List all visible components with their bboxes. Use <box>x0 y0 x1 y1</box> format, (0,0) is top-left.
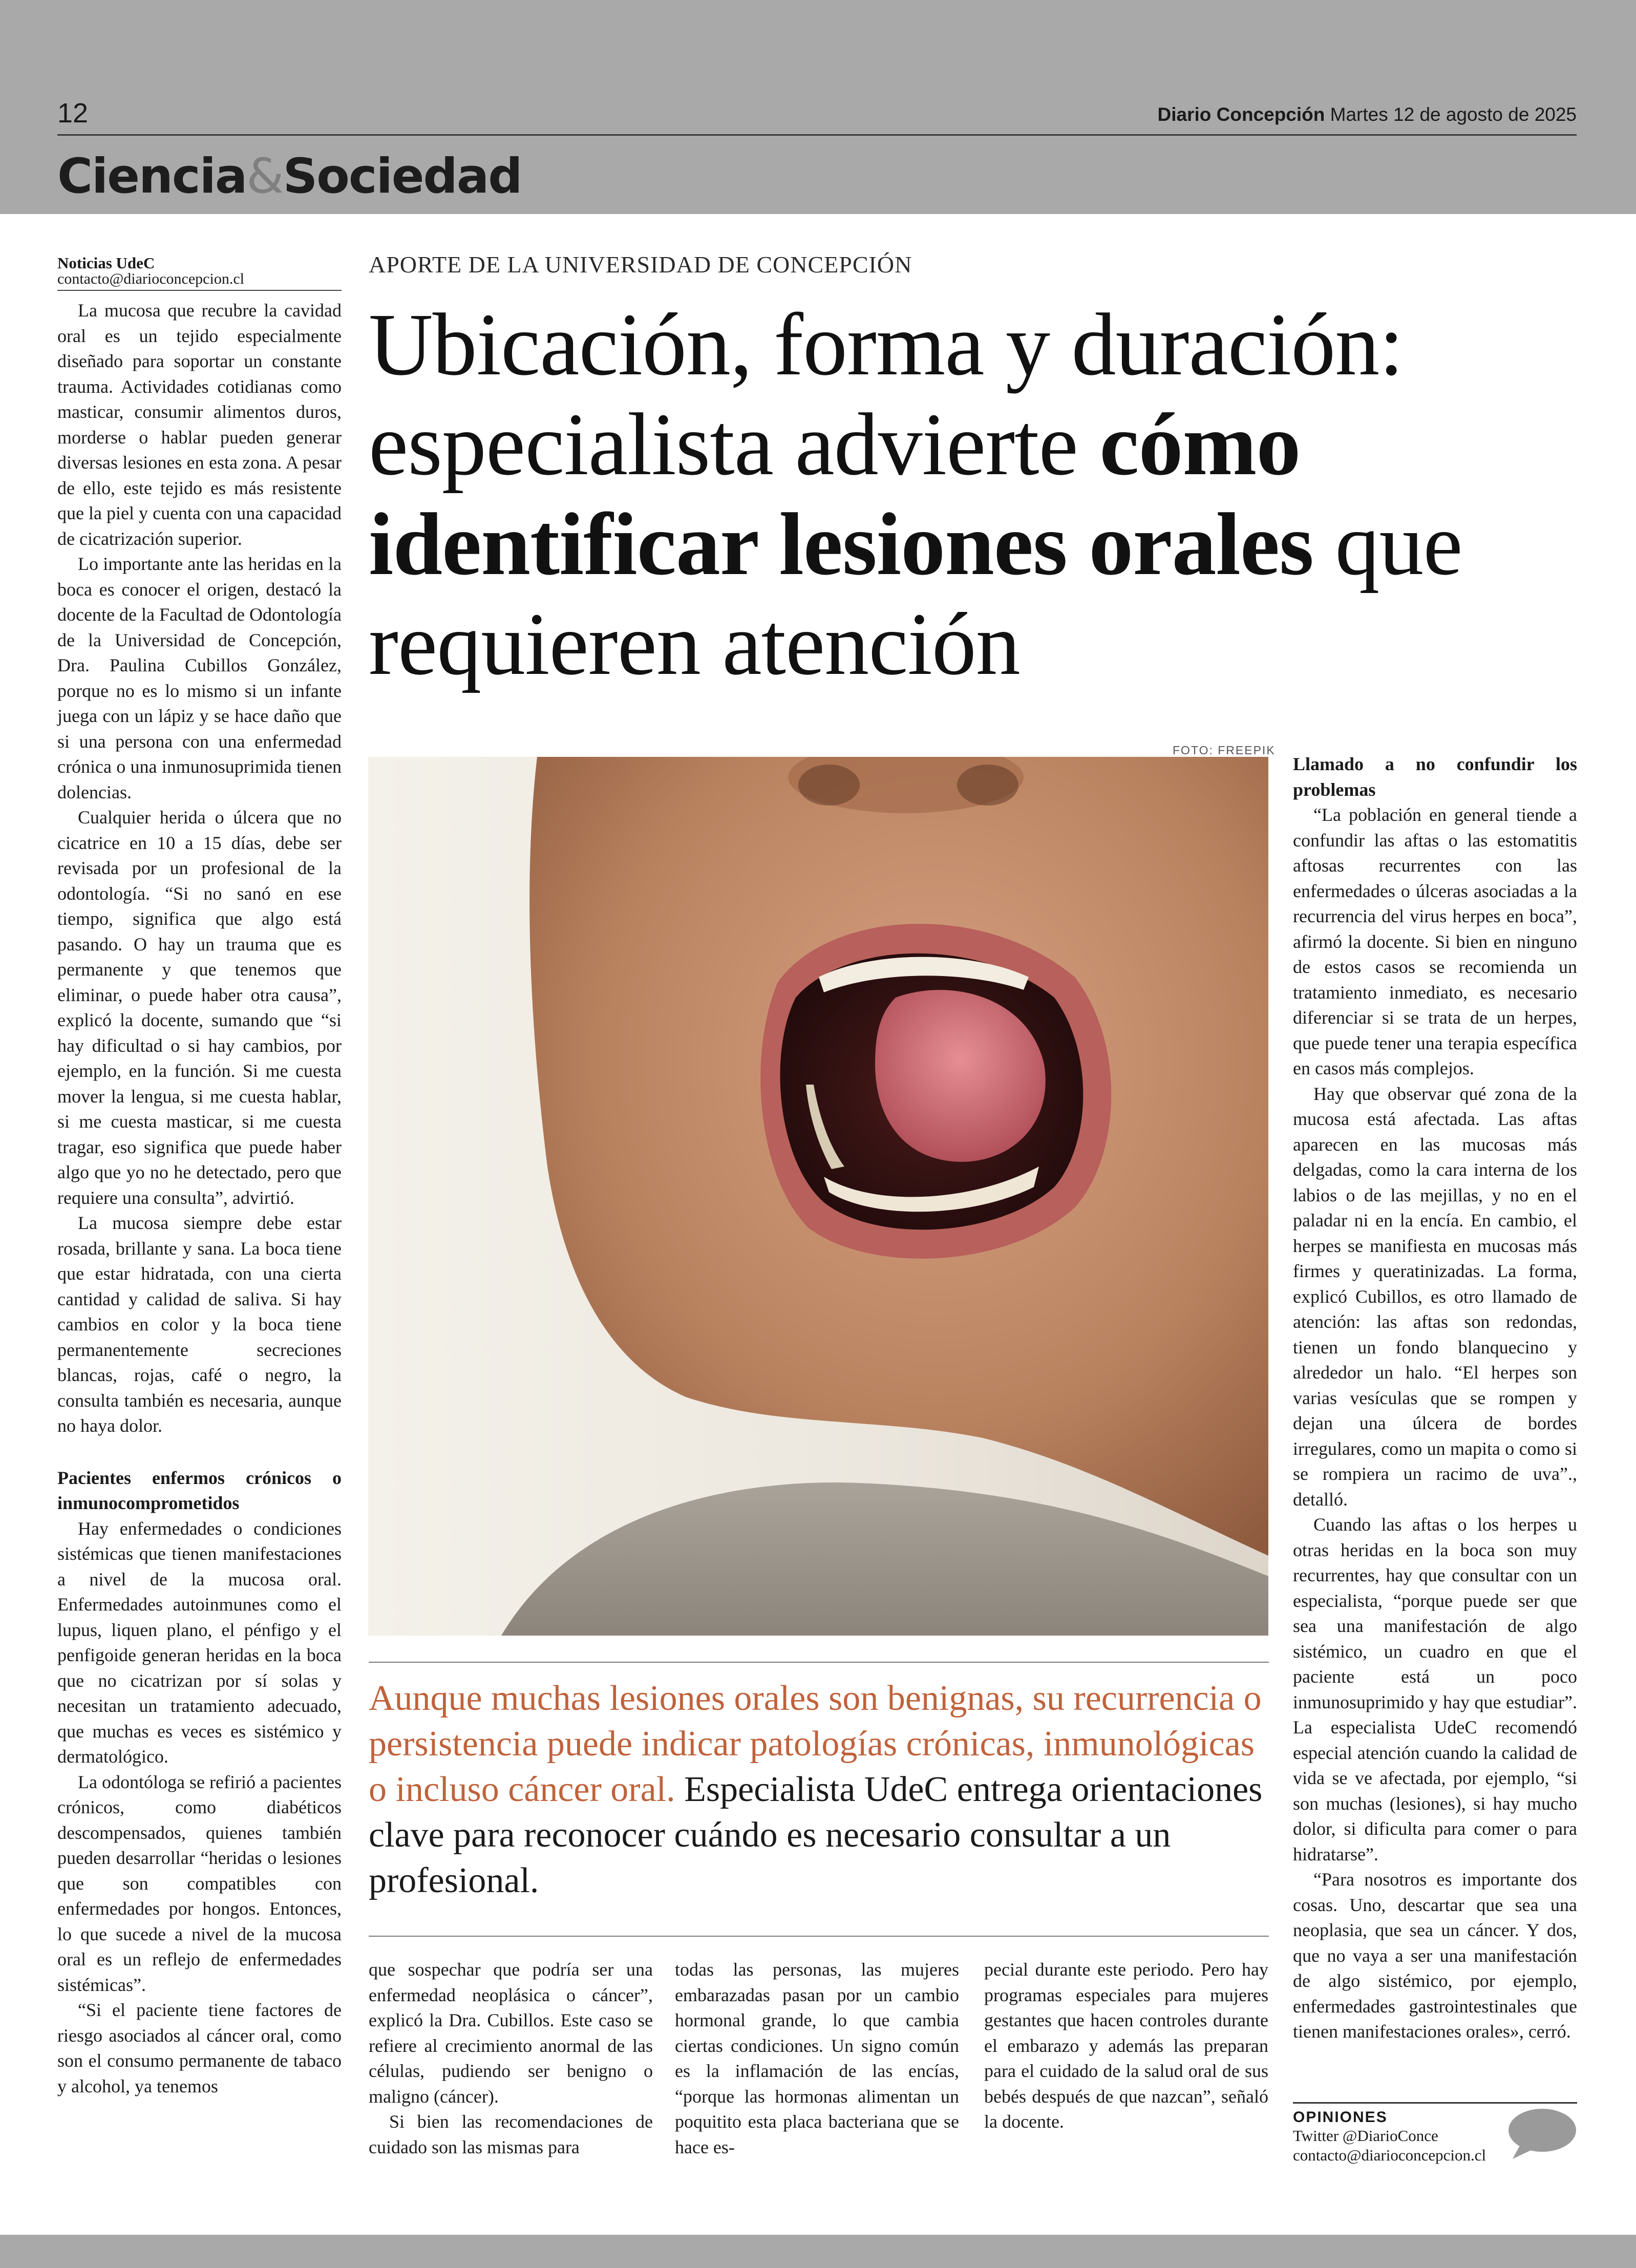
column5-paragraph-1: “La población en general tiende a confundir las aftas o las estomatitis aftosas recurrentes con las enfermedades o úlceras asociadas a la recurrencia del virus herpes en boca”, afirmó la docente. Si bien en ninguno de estos casos se recomienda un tratamiento inmediato, es necesario diferenciar si se trata de un herpes, que puede tener una terapia específica en casos más complejos. <box>1293 804 1577 1078</box>
column5-paragraph-4: “Para nosotros es importante dos cosas. Uno, descartar que sea una neoplasia, que sea un cáncer. Y dos, que no vaya a ser una manifestación de algo sistémico, por ejemplo, enfermedades gastrointestinales que tienen manifestaciones orales», cerró. <box>1293 1869 1577 2042</box>
section-title <box>57 149 522 204</box>
opinion-rule <box>1293 2102 1577 2104</box>
section-title-part1: Ciencia <box>57 149 247 204</box>
subhead-chronic-patients: Pacientes enfermos crónicos o inmunocomprometidos <box>57 1467 342 1513</box>
opinion-email: contacto@diarioconcepcion.cl <box>1293 2146 1486 2164</box>
article-column-4 <box>984 1957 1268 2135</box>
kicker: APORTE DE LA UNIVERSIDAD DE CONCEPCIÓN <box>369 251 912 278</box>
byline-email: contacto@diarioconcepcion.cl <box>57 270 244 287</box>
article-column-5 <box>1293 752 1577 2045</box>
column2-paragraph-2: Si bien las recomendaciones de cuidado son las mismas para <box>369 2111 653 2157</box>
photo-credit: FOTO: FREEPIK <box>1173 744 1276 757</box>
mouth-illustration <box>368 757 1268 1636</box>
headline-part2: que requieren atención <box>369 495 1462 693</box>
article-column-1 <box>57 298 342 2099</box>
section-title-part2: Sociedad <box>283 149 522 204</box>
open-mouth-photo <box>368 757 1268 1636</box>
speech-bubble-icon <box>1505 2106 1577 2162</box>
header-rule <box>57 134 1577 136</box>
column1-paragraph-5: Hay enfermedades o condiciones sistémicas que tienen manifestaciones a nivel de la mucosa oral. Enfermedades autoinmunes como el lupus, liquen plano, el pénfigo y el penfigoide generan heridas en la boca que no cicatrizan por sí solas y necesitan un tratamiento adecuado, que muchas es veces es sistémico y dermatológico. <box>57 1518 342 1767</box>
column1-paragraph-1: La mucosa que recubre la cavidad oral es un tejido especialmente diseñado para soportar un constante trauma. Actividades cotidianas como masticar, consumir alimentos duros, morderse o hablar pueden generar diversas lesiones en esta zona. A pesar de ello, este tejido es más resistente que la piel y cuenta con una capacidad de cicatrización superior. <box>57 300 342 549</box>
subhead-no-confusion: Llamado a no confundir los problemas <box>1293 754 1577 800</box>
deck-rest: Especialista UdeC entrega orientaciones clave para reconocer cuándo es necesario consultar a un profesional. <box>369 1770 1263 1900</box>
deck-rule-top <box>369 1662 1269 1663</box>
column5-paragraph-3: Cuando las aftas o los herpes u otras heridas en la boca son muy recurrentes, hay que consultar con un especialista, “porque puede ser que sea una manifestación de algo sistémico, un cuadro en que el paciente está un poco inmunosuprimido y hay que estudiar”. La especialista UdeC recomendó especial atención cuando la calidad de vida se ve afectada, por ejemplo, “si son muchas (lesiones), si hay mucho dolor, si dificulta para comer o para hidratarse”. <box>1293 1514 1577 1864</box>
column1-paragraph-3: Cualquier herida o úlcera que no cicatrice en 10 a 15 días, debe ser revisada por un profesional de la odontología. “Si no sanó en ese tiempo, significa que algo está pasando. O hay un trauma que es permanente y que tenemos que eliminar, o puede haber otra causa”, explicó la docente, sumando que “si hay dificultad o si hay cambios, por ejemplo, en la función. Si me cuesta mover la lengua, si me cuesta hablar, si me cuesta masticar, si me cuesta tragar, eso significa que puede haber algo que yo no he detectado, pero que requiere una consulta”, advirtió. <box>57 807 342 1208</box>
opinion-twitter: Twitter @DiarioConce <box>1293 2127 1438 2145</box>
column1-paragraph-7: “Si el paciente tiene factores de riesgo asociados al cáncer oral, como son el consumo permanente de tabaco y alcohol, ya tenemos <box>57 2000 342 2096</box>
section-title-ampersand: & <box>246 149 283 204</box>
deck-accent: Aunque muchas lesiones orales son benignas, su recurrencia o persistencia puede indicar patologías crónicas, inmunológicas o incluso cáncer oral. <box>369 1679 1262 1809</box>
headline <box>369 294 1557 694</box>
byline <box>57 255 342 291</box>
newspaper-name: Diario Concepción <box>1157 104 1325 125</box>
article-column-3 <box>675 1957 959 2160</box>
column1-paragraph-6: La odontóloga se refirió a pacientes crónicos, como diabéticos descompensados, quienes también pueden desarrollar “heridas o lesiones que son compatibles con enfermedades por hongos. Entonces, lo que sucede a nivel de la mucosa oral es un reflejo de enfermedades sistémicas”. <box>57 1771 342 1995</box>
column4-paragraph-1: pecial durante este periodo. Pero hay programas especiales para mujeres gestantes que hacen controles durante el embarazo y además las preparan para el cuidado de la salud oral de sus bebés después de que nazcan”, señaló la docente. <box>984 1959 1268 2132</box>
column1-paragraph-4: La mucosa siempre debe estar rosada, brillante y sana. La boca tiene que estar hidratada, con una cierta cantidad y calidad de saliva. Si hay cambios en color y la boca tiene permanentemente secreciones blancas, rojas, café o negro, la consulta también es necesaria, aunque no haya dolor. <box>57 1213 342 1436</box>
opinion-title: OPINIONES <box>1293 2109 1388 2126</box>
deck <box>369 1676 1269 1903</box>
headline-part1: Ubicación, forma y duración: especialista advierte <box>369 295 1404 494</box>
column1-paragraph-2: Lo importante ante las heridas en la boca es conocer el origen, destacó la docente de la Facultad de Odontología de la Universidad de Concepción, Dra. Paulina Cubillos González, porque no es lo mismo si un infante juega con un lápiz y se hace daño que si una persona con una enfermedad crónica o una inmunosuprimida tienen dolencias. <box>57 554 342 802</box>
page-number: 12 <box>57 98 89 129</box>
headline-bold: cómo identificar lesiones orales <box>369 395 1313 594</box>
byline-name: Noticias UdeC <box>57 254 155 272</box>
dateline <box>1157 104 1577 125</box>
footer-band <box>0 2235 1636 2268</box>
article-column-2 <box>369 1957 653 2160</box>
publication-date: Martes 12 de agosto de 2025 <box>1330 104 1577 125</box>
column3-paragraph-1: todas las personas, las mujeres embarazadas pasan por un cambio hormonal grande, lo que cambia ciertas condiciones. Un signo común es la inflamación de las encías, “porque las hormonas alimentan un poquitito esta placa bacteriana que se hace es- <box>675 1959 959 2157</box>
column5-paragraph-2: Hay que observar qué zona de la mucosa está afectada. Las aftas aparecen en las mucosas más delgadas, como la cara interna de los labios o de las mejillas, y no en el paladar ni en la encía. En cambio, el herpes se manifiesta en mucosas más firmes y queratinizadas. La forma, explicó Cubillos, es otro llamado de atención: las aftas son redondas, tienen un fondo blanquecino y alrededor un halo. “El herpes son varias vesículas que se rompen y dejan una úlcera de bordes irregulares, como un mapita o como si se rompiera un racimo de uva”., detalló. <box>1293 1083 1577 1510</box>
deck-rule-bottom <box>369 1936 1269 1937</box>
column2-paragraph-1: que sospechar que podría ser una enfermedad neoplásica o cáncer”, explicó la Dra. Cubillos. Este caso se refiere al crecimiento anormal de las células, pudiendo ser benigno o maligno (cáncer). <box>369 1959 653 2107</box>
